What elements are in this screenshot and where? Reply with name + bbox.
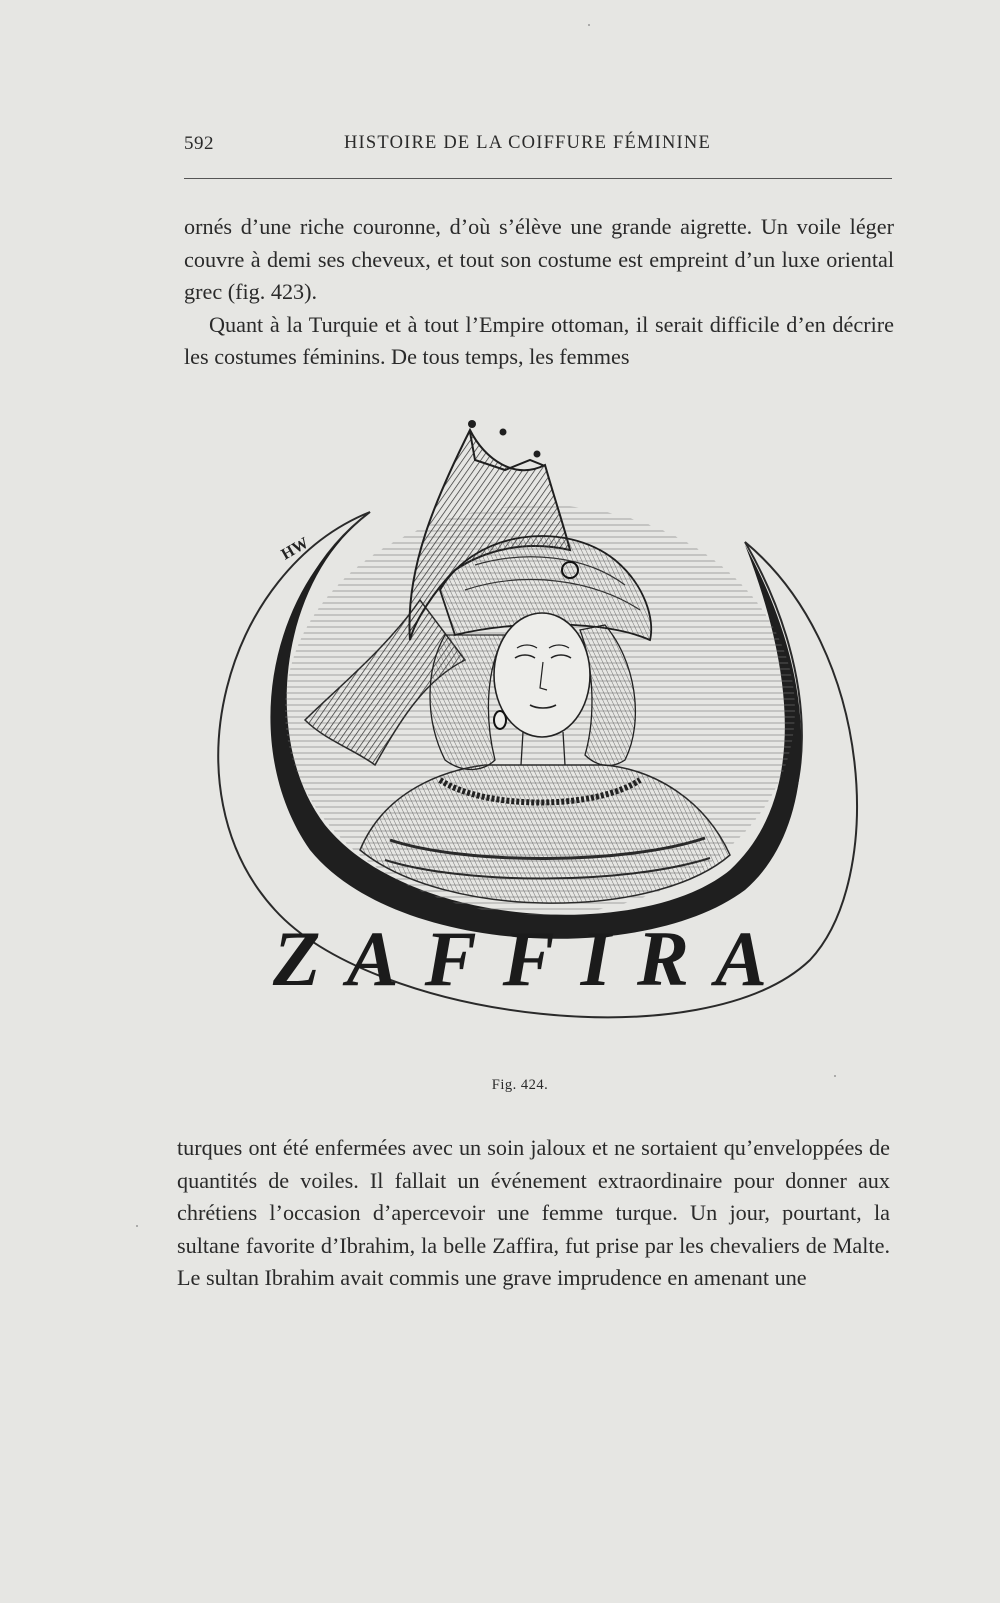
paragraph: Quant à la Turquie et à tout l’Empire ottoman, il serait difficile d’en décrire les costumes féminins. De tous temps, les femmes: [184, 311, 894, 370]
bottom-text-block: [177, 1132, 890, 1295]
running-head: [184, 133, 892, 159]
artist-monogram: HW: [278, 534, 312, 564]
earring: [494, 711, 506, 729]
zaffira-portrait-engraving: [185, 420, 885, 1060]
header-rule: [184, 178, 892, 179]
running-title: HISTOIRE DE LA COIFFURE FÉMININE: [344, 133, 711, 153]
figure-caption: [0, 1077, 1000, 1094]
caption-text: Fig. 424.: [491, 1077, 549, 1093]
figure-engraving: [185, 420, 885, 1060]
speck: [834, 1075, 836, 1077]
paragraph: ornés d’une riche couronne, d’où s’élève une grande aigrette. Un voile léger couvre à demi ses cheveux, et tout son costume est empreint d’un luxe oriental grec (fig. 423).: [184, 214, 894, 305]
paragraph: turques ont été enfermées avec un soin jaloux et ne sortaient qu’enveloppées de quantités de voiles. Il fallait un événement extraordinaire pour donner aux chrétiens l’occasion d’apercevoir une femme turque. Un jour, pourtant, la sultane favorite d’Ibrahim, la belle Zaffira, fut prise par les chevaliers de Malte. Le sultan Ibrahim avait commis une grave imprudence en amenant une: [177, 1135, 890, 1291]
figure-label-zaffira: ZAFFIRA: [272, 915, 794, 1002]
page-number: 592: [184, 133, 214, 154]
speck: [588, 24, 590, 26]
top-text-block: [184, 211, 894, 374]
speck: [136, 1225, 138, 1227]
